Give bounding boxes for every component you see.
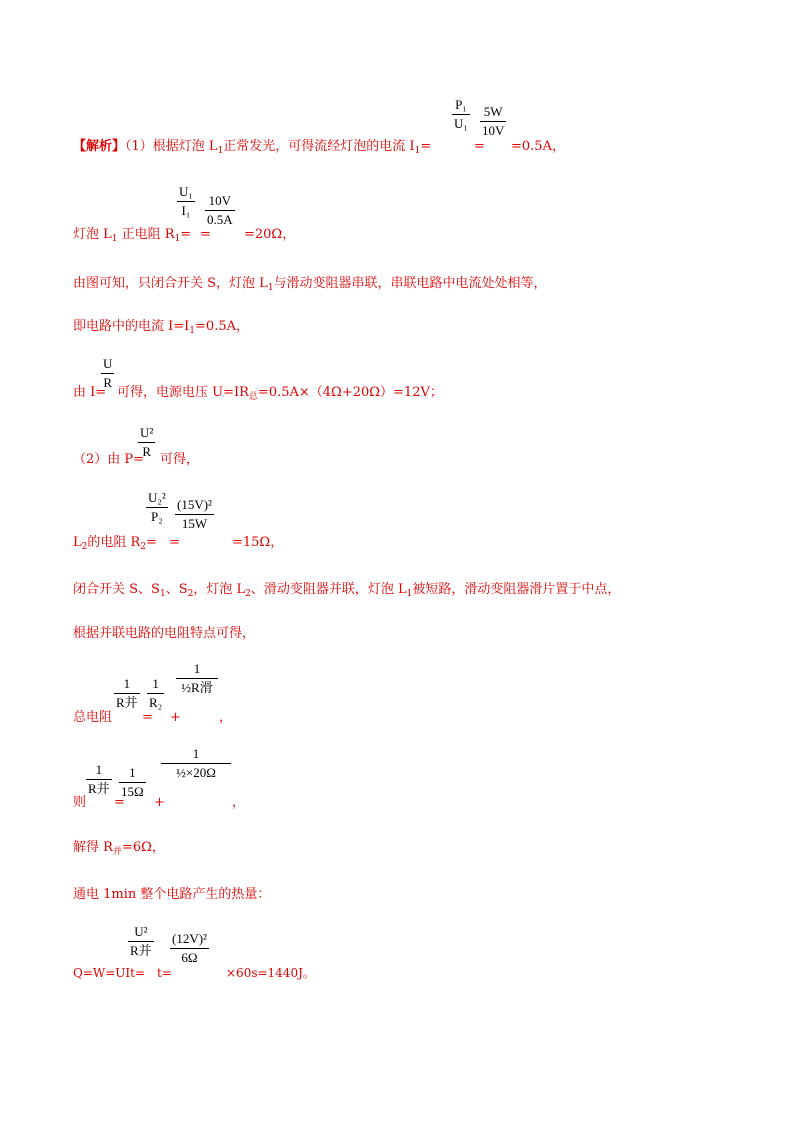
fraction-bar <box>161 763 231 764</box>
text: 由图可知，只闭合开关 S，灯泡 L <box>73 276 268 291</box>
analysis-tag: 【解析】 <box>73 139 126 154</box>
line-8 <box>73 582 620 602</box>
numerator: U₁ <box>179 184 193 199</box>
numerator: 1 <box>95 762 103 777</box>
fraction-bar <box>86 779 112 780</box>
result <box>511 139 565 155</box>
line-13 <box>73 887 270 903</box>
text: 正常发光，可得流经灯泡的电流 I <box>223 139 415 154</box>
numerator: U <box>103 356 113 371</box>
fraction-bar <box>176 678 218 679</box>
line-4 <box>73 319 249 339</box>
text: = <box>142 710 153 725</box>
text: =0.5A×（4Ω+20Ω）=12V； <box>257 385 443 400</box>
fraction-1-rbing <box>114 676 140 711</box>
eq-sign <box>474 139 485 155</box>
text: 、S <box>165 582 188 597</box>
text: 的电阻 R <box>87 535 141 550</box>
text: 正电阻 R <box>117 227 175 242</box>
text: 总电阻 <box>73 710 113 725</box>
fraction-p1-u1 <box>452 97 470 132</box>
text: = <box>420 139 432 154</box>
numerator: (15V)² <box>177 497 212 512</box>
numerator: 10V <box>208 193 232 208</box>
fraction-u1-i1 <box>177 184 195 219</box>
denominator: R并 <box>88 781 110 796</box>
text: 由 I= <box>73 385 107 400</box>
numerator: 1 <box>123 676 131 691</box>
plus-sign <box>154 795 165 811</box>
fraction-1-rbing-2 <box>86 762 112 797</box>
denominator: 10V <box>482 123 505 138</box>
line-5b <box>117 385 443 405</box>
text: = <box>114 795 125 810</box>
text: （1）根据灯泡 L <box>125 139 218 154</box>
result <box>232 535 283 551</box>
fraction-u2-rbing <box>128 924 154 959</box>
fraction-bar <box>147 693 164 694</box>
text: 、滑动变阻器并联，灯泡 L <box>250 582 407 597</box>
subscript: 2 <box>81 542 88 552</box>
denominator: R <box>103 375 113 390</box>
denominator: 0.5A <box>207 212 233 227</box>
fraction-15v-15w <box>175 497 214 532</box>
text: 与滑动变阻器串联，串联电路中电流处处相等， <box>273 276 547 291</box>
text: 根据并联电路的电阻特点可得， <box>73 626 256 641</box>
subscript: 并 <box>112 847 122 857</box>
text: 可得，电源电压 U=IR <box>117 385 249 400</box>
text: =0.5A， <box>511 139 565 154</box>
denominator: U₁ <box>454 116 468 131</box>
text: =6Ω， <box>121 840 165 855</box>
text: =20Ω， <box>244 227 296 242</box>
text: Q=W=UIt= <box>73 966 146 980</box>
text: 则 <box>73 795 87 810</box>
text: = <box>146 535 157 550</box>
text: ， <box>219 710 233 725</box>
line-3 <box>73 276 547 296</box>
fraction-u2-r <box>138 425 155 460</box>
fraction-bar <box>452 114 470 115</box>
fraction-bar <box>175 514 214 515</box>
text: + <box>154 795 165 810</box>
eq-sign <box>169 535 180 551</box>
denominator: R并 <box>130 943 152 958</box>
denominator: 15Ω <box>121 784 144 799</box>
numerator: U₂² <box>148 490 166 505</box>
fraction-bar <box>114 693 140 694</box>
fraction-1-r2 <box>147 676 164 711</box>
subscript: 1 <box>267 283 274 293</box>
fraction-bar <box>480 121 506 122</box>
text: ×60s=1440J。 <box>226 966 315 980</box>
fraction-bar <box>138 442 155 443</box>
denominator: 15W <box>181 516 208 531</box>
fraction-1-15ohm <box>119 765 146 800</box>
denominator: R <box>142 444 151 459</box>
text: 闭合开关 S、S <box>73 582 160 597</box>
fraction-bar <box>101 373 114 374</box>
fraction-bar <box>146 507 168 508</box>
denominator: R并 <box>116 695 138 710</box>
result <box>244 227 295 243</box>
fraction-bar <box>128 941 154 942</box>
fraction-u2sq-p2 <box>146 490 168 525</box>
subscript: 1 <box>406 589 413 599</box>
text: ，灯泡 L <box>193 582 246 597</box>
text: 通电 1min 整个电路产生的热量： <box>73 887 271 902</box>
text: = <box>169 535 180 550</box>
plus-sign <box>170 710 181 726</box>
line-6b <box>160 452 199 468</box>
text: = <box>200 227 211 242</box>
text: =0.5A， <box>195 319 249 334</box>
text: + <box>170 710 181 725</box>
fraction-bar <box>205 210 235 211</box>
fraction-bar <box>119 782 146 783</box>
fraction-12v-6ohm <box>170 931 209 966</box>
text: 解得 R <box>73 840 113 855</box>
eq-sign <box>142 710 153 726</box>
text: = <box>474 139 485 154</box>
subscript: 总 <box>248 392 258 402</box>
subscript: 1 <box>159 589 166 599</box>
fraction-1-half-rhua <box>176 661 218 696</box>
denominator: R₂ <box>149 695 163 710</box>
line-10a <box>73 710 112 726</box>
line-12 <box>73 840 165 860</box>
subscript: 2 <box>187 589 194 599</box>
line-7 <box>73 535 157 555</box>
comma <box>232 795 245 811</box>
line-1 <box>73 139 431 159</box>
line-6a <box>73 452 144 468</box>
numerator: U² <box>140 425 154 440</box>
comma <box>219 710 232 726</box>
numerator: 1 <box>193 661 201 676</box>
fraction-bar <box>170 948 209 949</box>
subscript: 2 <box>140 542 147 552</box>
line-9 <box>73 626 255 642</box>
subscript: 1 <box>217 146 224 156</box>
subscript: 1 <box>414 146 421 156</box>
denominator: I₁ <box>181 203 191 218</box>
fraction-u-r <box>101 356 114 391</box>
text: 可得， <box>160 452 200 467</box>
fraction-10v-05a <box>205 193 235 228</box>
numerator: 5W <box>483 104 503 119</box>
text: ， <box>232 795 246 810</box>
denominator: P₂ <box>151 509 163 524</box>
fraction-1-half-20ohm <box>161 746 231 781</box>
subscript: 2 <box>245 589 251 599</box>
fraction-5w-10v <box>480 104 506 139</box>
text: （2）由 P= <box>73 452 145 467</box>
line-2 <box>73 227 191 247</box>
text: 即电路中的电流 I=I <box>73 319 190 334</box>
line-14a <box>73 965 145 981</box>
text: = <box>180 227 192 242</box>
fraction-bar <box>177 201 195 202</box>
text: 被短路，滑动变阻器滑片置于中点， <box>412 582 621 597</box>
numerator: 1 <box>192 746 200 761</box>
line-14b <box>157 965 172 981</box>
text: =15Ω， <box>232 535 284 550</box>
subscript: 1 <box>174 234 181 244</box>
text: 灯泡 L <box>73 227 112 242</box>
denominator: ½×20Ω <box>176 765 216 780</box>
subscript: 1 <box>111 234 118 244</box>
text: L <box>73 535 82 550</box>
numerator: P₁ <box>455 97 467 112</box>
text: t= <box>157 966 172 980</box>
numerator: U² <box>134 924 148 939</box>
eq-sign <box>200 227 211 243</box>
numerator: 1 <box>152 676 159 691</box>
subscript: 1 <box>189 326 196 336</box>
denominator: 6Ω <box>181 950 198 965</box>
numerator: (12V)² <box>172 931 207 946</box>
denominator: ½R滑 <box>181 680 213 695</box>
line-11a <box>73 795 86 811</box>
line-14c <box>226 965 315 981</box>
numerator: 1 <box>129 765 136 780</box>
